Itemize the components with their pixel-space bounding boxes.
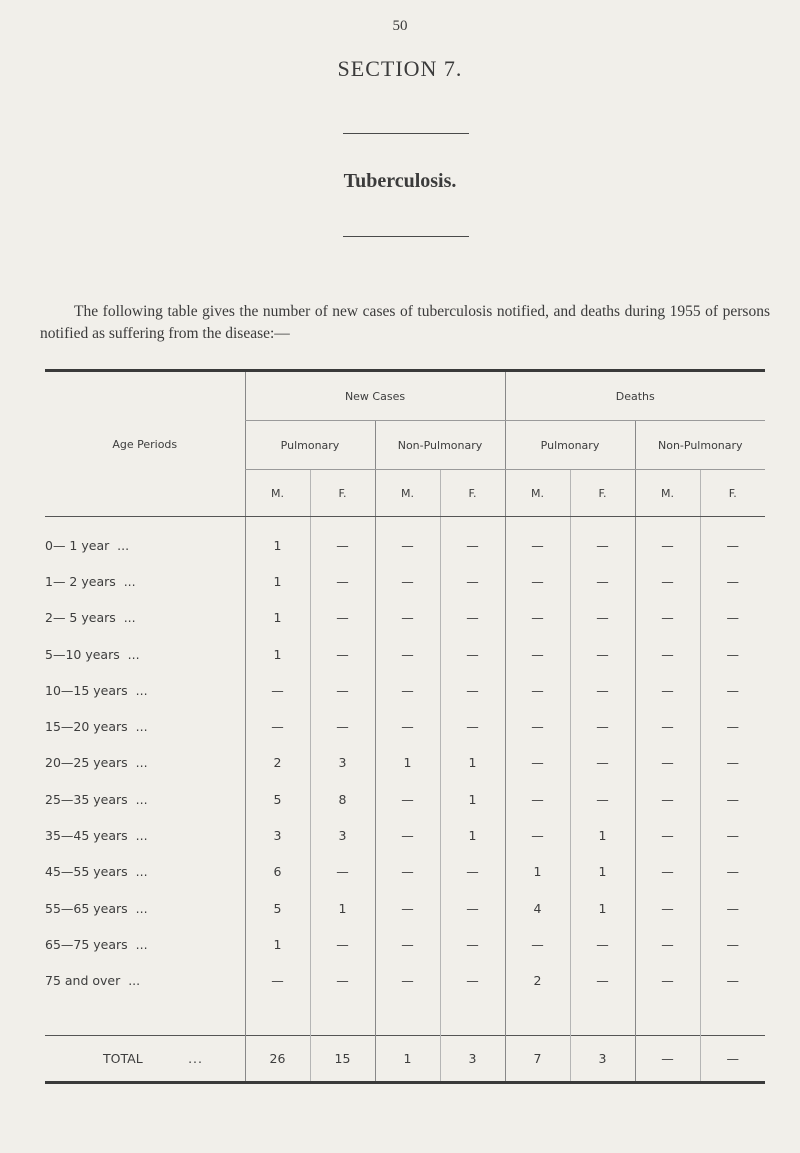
table-row — [45, 672, 765, 708]
age-period-label: 20—25 years ... — [45, 755, 148, 771]
value-cell: — — [505, 600, 570, 636]
value-cell: — — [440, 600, 505, 636]
value-cell: — — [570, 963, 635, 999]
value-cell: — — [700, 563, 765, 599]
value-cell: 1 — [440, 745, 505, 781]
value-cell: — — [635, 854, 700, 890]
age-period-label: 1— 2 years ... — [45, 573, 136, 589]
value-cell: — — [700, 817, 765, 853]
total-label: TOTAL ... — [45, 1036, 245, 1083]
value-cell: 1 — [440, 817, 505, 853]
spacer-cell — [245, 999, 310, 1036]
value-cell: — — [245, 708, 310, 744]
total-cell: 3 — [570, 1036, 635, 1083]
value-cell: — — [700, 854, 765, 890]
value-cell: — — [440, 963, 505, 999]
value-cell: — — [505, 926, 570, 962]
value-cell: — — [635, 781, 700, 817]
value-cell: 2 — [245, 745, 310, 781]
value-cell: — — [635, 745, 700, 781]
value-cell: — — [635, 708, 700, 744]
value-cell: — — [505, 563, 570, 599]
value-cell: — — [310, 517, 375, 564]
value-cell: — — [570, 672, 635, 708]
value-cell: — — [310, 926, 375, 962]
total-cell: 7 — [505, 1036, 570, 1083]
col-header-m: M. — [245, 470, 310, 517]
value-cell: — — [635, 890, 700, 926]
value-cell: — — [700, 517, 765, 564]
table-row — [45, 600, 765, 636]
value-cell: — — [375, 563, 440, 599]
age-period-cell — [45, 854, 245, 890]
col-header-m: M. — [375, 470, 440, 517]
value-cell: — — [700, 745, 765, 781]
value-cell: — — [505, 517, 570, 564]
value-cell: 3 — [310, 745, 375, 781]
value-cell: — — [375, 854, 440, 890]
table-row — [45, 563, 765, 599]
value-cell: — — [570, 926, 635, 962]
value-cell: — — [635, 563, 700, 599]
value-cell: — — [440, 926, 505, 962]
divider-rule — [343, 133, 469, 134]
value-cell: — — [440, 890, 505, 926]
value-cell: — — [700, 926, 765, 962]
value-cell: — — [375, 672, 440, 708]
age-period-label: 2— 5 years ... — [45, 610, 136, 626]
age-period-label: 25—35 years ... — [45, 791, 148, 807]
spacer-cell — [700, 999, 765, 1036]
new-cases-non-pulmonary-header: Non-Pulmonary — [375, 421, 505, 470]
value-cell: — — [700, 781, 765, 817]
value-cell: — — [700, 600, 765, 636]
spacer-cell — [375, 999, 440, 1036]
value-cell: — — [310, 563, 375, 599]
col-header-f: F. — [570, 470, 635, 517]
value-cell: — — [570, 600, 635, 636]
value-cell: — — [635, 636, 700, 672]
age-period-cell — [45, 745, 245, 781]
col-header-f: F. — [700, 470, 765, 517]
value-cell: 1 — [245, 926, 310, 962]
age-period-label: 75 and over ... — [45, 973, 141, 989]
value-cell: — — [635, 672, 700, 708]
table-row — [45, 817, 765, 853]
age-period-cell — [45, 517, 245, 564]
table-row — [45, 745, 765, 781]
value-cell: — — [700, 963, 765, 999]
value-cell: — — [375, 600, 440, 636]
value-cell: 3 — [245, 817, 310, 853]
spacer-cell — [310, 999, 375, 1036]
col-header-m: M. — [505, 470, 570, 517]
page-number: 50 — [392, 18, 408, 34]
value-cell: — — [310, 708, 375, 744]
value-cell: — — [635, 600, 700, 636]
table-row — [45, 890, 765, 926]
total-cell: 3 — [440, 1036, 505, 1083]
value-cell: — — [505, 781, 570, 817]
value-cell: 1 — [245, 600, 310, 636]
value-cell: 8 — [310, 781, 375, 817]
deaths-non-pulmonary-header: Non-Pulmonary — [635, 421, 765, 470]
value-cell: 3 — [310, 817, 375, 853]
deaths-pulmonary-header: Pulmonary — [505, 421, 635, 470]
age-period-label: 55—65 years ... — [45, 900, 148, 916]
table-row — [45, 854, 765, 890]
value-cell: — — [440, 517, 505, 564]
value-cell: — — [245, 963, 310, 999]
age-period-label: 5—10 years ... — [45, 646, 140, 662]
value-cell: 1 — [245, 563, 310, 599]
spacer-cell — [505, 999, 570, 1036]
divider-rule — [343, 236, 469, 237]
value-cell: — — [635, 926, 700, 962]
value-cell: — — [700, 708, 765, 744]
value-cell: — — [375, 781, 440, 817]
spacer-cell — [570, 999, 635, 1036]
table-row — [45, 963, 765, 999]
table-row — [45, 517, 765, 564]
value-cell: — — [375, 708, 440, 744]
value-cell: — — [440, 563, 505, 599]
value-cell: — — [440, 854, 505, 890]
value-cell: 6 — [245, 854, 310, 890]
value-cell: — — [505, 636, 570, 672]
value-cell: — — [570, 781, 635, 817]
value-cell: — — [570, 708, 635, 744]
col-header-f: F. — [310, 470, 375, 517]
value-cell: — — [375, 926, 440, 962]
table-row — [45, 926, 765, 962]
age-period-label: 35—45 years ... — [45, 828, 148, 844]
age-period-cell — [45, 563, 245, 599]
value-cell: — — [310, 854, 375, 890]
value-cell: — — [440, 708, 505, 744]
value-cell: — — [245, 672, 310, 708]
total-cell: 1 — [375, 1036, 440, 1083]
age-period-cell — [45, 890, 245, 926]
value-cell: — — [310, 963, 375, 999]
total-cell: — — [700, 1036, 765, 1083]
value-cell: 5 — [245, 781, 310, 817]
value-cell: 1 — [570, 854, 635, 890]
value-cell: — — [310, 600, 375, 636]
value-cell: — — [375, 963, 440, 999]
age-period-label: 45—55 years ... — [45, 864, 148, 880]
spacer-cell — [45, 999, 245, 1036]
value-cell: 5 — [245, 890, 310, 926]
value-cell: — — [375, 817, 440, 853]
table-row — [45, 636, 765, 672]
value-cell: 1 — [505, 854, 570, 890]
value-cell: — — [570, 745, 635, 781]
value-cell: 1 — [375, 745, 440, 781]
age-period-label: 15—20 years ... — [45, 719, 148, 735]
total-cell: 15 — [310, 1036, 375, 1083]
value-cell: — — [310, 636, 375, 672]
value-cell: — — [310, 672, 375, 708]
new-cases-header: New Cases — [245, 371, 505, 421]
spacer-cell — [635, 999, 700, 1036]
age-periods-header: Age Periods — [45, 371, 245, 517]
new-cases-pulmonary-header: Pulmonary — [245, 421, 375, 470]
value-cell: 2 — [505, 963, 570, 999]
age-period-label: 65—75 years ... — [45, 936, 148, 952]
age-period-label: 0— 1 year ... — [45, 537, 130, 553]
value-cell: — — [505, 817, 570, 853]
value-cell: — — [635, 517, 700, 564]
age-period-cell — [45, 672, 245, 708]
age-period-cell — [45, 600, 245, 636]
value-cell: — — [570, 636, 635, 672]
value-cell: — — [375, 890, 440, 926]
value-cell: 1 — [570, 817, 635, 853]
age-period-cell — [45, 817, 245, 853]
value-cell: 4 — [505, 890, 570, 926]
value-cell: — — [570, 563, 635, 599]
age-period-cell — [45, 708, 245, 744]
value-cell: — — [635, 963, 700, 999]
age-period-cell — [45, 781, 245, 817]
value-cell: — — [505, 672, 570, 708]
total-cell: — — [635, 1036, 700, 1083]
value-cell: — — [375, 517, 440, 564]
value-cell: — — [505, 745, 570, 781]
total-cell: 26 — [245, 1036, 310, 1083]
age-period-label: 10—15 years ... — [45, 682, 148, 698]
value-cell: 1 — [570, 890, 635, 926]
col-header-f: F. — [440, 470, 505, 517]
table-row — [45, 781, 765, 817]
value-cell: — — [635, 817, 700, 853]
section-title: SECTION 7. — [337, 56, 463, 81]
value-cell: — — [440, 636, 505, 672]
value-cell: — — [375, 636, 440, 672]
subject-title: Tuberculosis. — [343, 170, 457, 192]
col-header-m: M. — [635, 470, 700, 517]
value-cell: — — [570, 517, 635, 564]
deaths-header: Deaths — [505, 371, 765, 421]
age-period-cell — [45, 636, 245, 672]
tuberculosis-table — [45, 369, 765, 1084]
value-cell: 1 — [245, 517, 310, 564]
value-cell: — — [505, 708, 570, 744]
spacer-row — [45, 999, 765, 1036]
value-cell: — — [700, 890, 765, 926]
age-period-cell — [45, 963, 245, 999]
intro-paragraph: The following table gives the number of new cases of tuberculosis notified, and deaths during 1955 of persons notified as suffering from the disease:— — [40, 302, 770, 342]
value-cell: 1 — [440, 781, 505, 817]
value-cell: 1 — [310, 890, 375, 926]
value-cell: — — [700, 672, 765, 708]
age-period-cell — [45, 926, 245, 962]
value-cell: — — [700, 636, 765, 672]
value-cell: — — [440, 672, 505, 708]
table-row — [45, 708, 765, 744]
spacer-cell — [440, 999, 505, 1036]
value-cell: 1 — [245, 636, 310, 672]
